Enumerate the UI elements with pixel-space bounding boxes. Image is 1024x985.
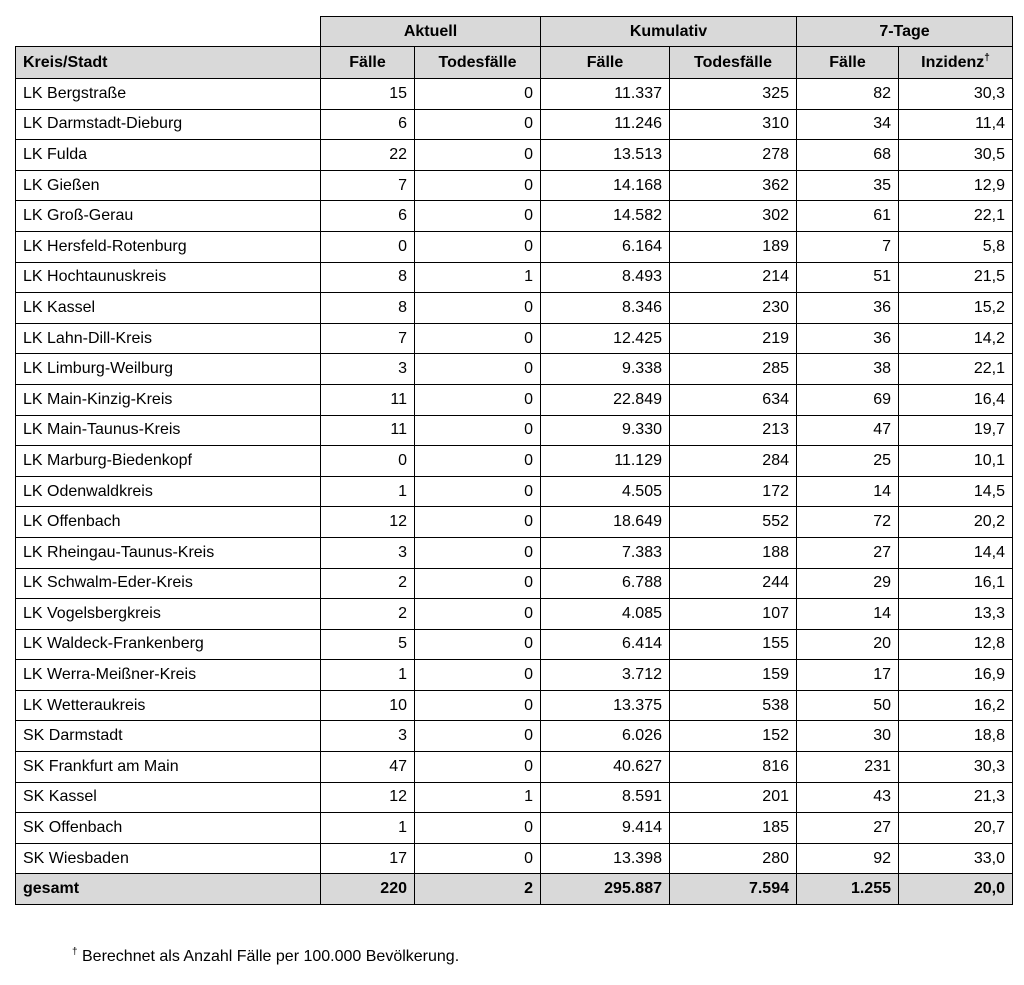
cell-aktuell-faelle: 8 xyxy=(321,293,415,324)
cell-aktuell-faelle: 11 xyxy=(321,384,415,415)
cell-kumulativ-todesfaelle: 634 xyxy=(670,384,797,415)
table-row xyxy=(16,323,1013,354)
cell-kumulativ-todesfaelle: 285 xyxy=(670,354,797,385)
cell-aktuell-faelle: 3 xyxy=(321,537,415,568)
cell-aktuell-todesfaelle: 2 xyxy=(415,874,541,905)
cell-kumulativ-todesfaelle: 152 xyxy=(670,721,797,752)
cell-kumulativ-todesfaelle: 280 xyxy=(670,843,797,874)
table-row xyxy=(16,813,1013,844)
column-header-7tage-faelle: Fälle xyxy=(797,47,899,79)
cell-7tage-faelle: 1.255 xyxy=(797,874,899,905)
cell-kumulativ-faelle: 13.398 xyxy=(541,843,670,874)
cell-kreis: SK Frankfurt am Main xyxy=(16,752,321,783)
footnote-marker: † xyxy=(72,946,78,958)
cell-aktuell-faelle: 0 xyxy=(321,446,415,477)
cell-aktuell-todesfaelle: 1 xyxy=(415,262,541,293)
cell-aktuell-todesfaelle: 0 xyxy=(415,721,541,752)
cell-kreis: LK Hochtaunuskreis xyxy=(16,262,321,293)
cell-kumulativ-todesfaelle: 362 xyxy=(670,170,797,201)
cell-aktuell-todesfaelle: 0 xyxy=(415,323,541,354)
cell-7tage-faelle: 36 xyxy=(797,293,899,324)
cell-inzidenz: 13,3 xyxy=(899,599,1013,630)
group-header-aktuell: Aktuell xyxy=(321,17,541,47)
cell-aktuell-faelle: 6 xyxy=(321,109,415,140)
cell-kumulativ-todesfaelle: 284 xyxy=(670,446,797,477)
total-row xyxy=(16,874,1013,905)
cell-kumulativ-todesfaelle: 213 xyxy=(670,415,797,446)
cell-7tage-faelle: 68 xyxy=(797,140,899,171)
cell-kreis: LK Wetteraukreis xyxy=(16,690,321,721)
cell-7tage-faelle: 61 xyxy=(797,201,899,232)
cell-inzidenz: 14,4 xyxy=(899,537,1013,568)
table-row xyxy=(16,170,1013,201)
cell-7tage-faelle: 69 xyxy=(797,384,899,415)
table-row xyxy=(16,629,1013,660)
cell-aktuell-faelle: 1 xyxy=(321,660,415,691)
table-row xyxy=(16,660,1013,691)
cell-aktuell-faelle: 3 xyxy=(321,354,415,385)
cell-aktuell-faelle: 7 xyxy=(321,323,415,354)
cell-kumulativ-todesfaelle: 278 xyxy=(670,140,797,171)
cell-kumulativ-todesfaelle: 7.594 xyxy=(670,874,797,905)
cell-aktuell-faelle: 8 xyxy=(321,262,415,293)
blank-corner xyxy=(16,17,321,47)
footnote-text: Berechnet als Anzahl Fälle per 100.000 Bevölkerung. xyxy=(77,948,460,965)
cell-inzidenz: 14,2 xyxy=(899,323,1013,354)
table-row xyxy=(16,109,1013,140)
cell-kumulativ-faelle: 11.337 xyxy=(541,79,670,110)
cell-7tage-faelle: 50 xyxy=(797,690,899,721)
cell-kumulativ-faelle: 7.383 xyxy=(541,537,670,568)
cell-inzidenz: 16,4 xyxy=(899,384,1013,415)
cell-kumulativ-faelle: 9.338 xyxy=(541,354,670,385)
cell-kreis: LK Hersfeld-Rotenburg xyxy=(16,231,321,262)
table-row xyxy=(16,231,1013,262)
table-row xyxy=(16,568,1013,599)
cell-kumulativ-todesfaelle: 302 xyxy=(670,201,797,232)
table-row xyxy=(16,415,1013,446)
cell-inzidenz: 11,4 xyxy=(899,109,1013,140)
cell-aktuell-todesfaelle: 0 xyxy=(415,690,541,721)
column-header-inzidenz xyxy=(899,47,1013,79)
cell-kumulativ-faelle: 6.164 xyxy=(541,231,670,262)
cell-7tage-faelle: 231 xyxy=(797,752,899,783)
cell-7tage-faelle: 17 xyxy=(797,660,899,691)
cell-kumulativ-faelle: 9.330 xyxy=(541,415,670,446)
cell-7tage-faelle: 51 xyxy=(797,262,899,293)
cell-kreis: LK Main-Kinzig-Kreis xyxy=(16,384,321,415)
cell-kreis: SK Darmstadt xyxy=(16,721,321,752)
cell-inzidenz: 19,7 xyxy=(899,415,1013,446)
cell-inzidenz: 16,2 xyxy=(899,690,1013,721)
group-header-7-tage: 7-Tage xyxy=(797,17,1013,47)
cell-inzidenz: 33,0 xyxy=(899,843,1013,874)
cell-kumulativ-todesfaelle: 172 xyxy=(670,476,797,507)
cell-kumulativ-todesfaelle: 244 xyxy=(670,568,797,599)
cell-kumulativ-faelle: 295.887 xyxy=(541,874,670,905)
cell-kumulativ-faelle: 13.513 xyxy=(541,140,670,171)
cell-kumulativ-faelle: 6.026 xyxy=(541,721,670,752)
cell-7tage-faelle: 7 xyxy=(797,231,899,262)
cell-aktuell-todesfaelle: 0 xyxy=(415,507,541,538)
cell-kumulativ-faelle: 13.375 xyxy=(541,690,670,721)
cell-aktuell-faelle: 2 xyxy=(321,568,415,599)
cell-inzidenz: 22,1 xyxy=(899,201,1013,232)
cell-inzidenz: 16,9 xyxy=(899,660,1013,691)
table-row xyxy=(16,690,1013,721)
cell-kumulativ-faelle: 8.346 xyxy=(541,293,670,324)
cell-kumulativ-faelle: 12.425 xyxy=(541,323,670,354)
cell-aktuell-faelle: 22 xyxy=(321,140,415,171)
column-header-kumulativ-faelle: Fälle xyxy=(541,47,670,79)
cell-kumulativ-todesfaelle: 230 xyxy=(670,293,797,324)
cell-kreis: LK Darmstadt-Dieburg xyxy=(16,109,321,140)
cell-aktuell-todesfaelle: 0 xyxy=(415,293,541,324)
cell-kumulativ-todesfaelle: 552 xyxy=(670,507,797,538)
cell-aktuell-faelle: 15 xyxy=(321,79,415,110)
cell-kreis: gesamt xyxy=(16,874,321,905)
cell-kumulativ-todesfaelle: 159 xyxy=(670,660,797,691)
cell-aktuell-faelle: 5 xyxy=(321,629,415,660)
table-row xyxy=(16,843,1013,874)
cell-kumulativ-todesfaelle: 188 xyxy=(670,537,797,568)
cell-aktuell-todesfaelle: 0 xyxy=(415,201,541,232)
cell-7tage-faelle: 35 xyxy=(797,170,899,201)
cell-kumulativ-faelle: 4.505 xyxy=(541,476,670,507)
cell-inzidenz: 20,7 xyxy=(899,813,1013,844)
cell-kumulativ-faelle: 8.591 xyxy=(541,782,670,813)
cell-inzidenz: 16,1 xyxy=(899,568,1013,599)
cell-aktuell-faelle: 3 xyxy=(321,721,415,752)
cell-7tage-faelle: 29 xyxy=(797,568,899,599)
cell-kumulativ-todesfaelle: 185 xyxy=(670,813,797,844)
column-header-aktuell-faelle: Fälle xyxy=(321,47,415,79)
cell-inzidenz: 12,8 xyxy=(899,629,1013,660)
cell-inzidenz: 20,2 xyxy=(899,507,1013,538)
cell-kumulativ-todesfaelle: 538 xyxy=(670,690,797,721)
cell-kumulativ-faelle: 8.493 xyxy=(541,262,670,293)
cell-aktuell-todesfaelle: 0 xyxy=(415,568,541,599)
cell-aktuell-todesfaelle: 0 xyxy=(415,231,541,262)
cell-7tage-faelle: 36 xyxy=(797,323,899,354)
cell-inzidenz: 21,5 xyxy=(899,262,1013,293)
cell-7tage-faelle: 14 xyxy=(797,599,899,630)
table-row xyxy=(16,752,1013,783)
cell-kreis: LK Main-Taunus-Kreis xyxy=(16,415,321,446)
cell-7tage-faelle: 92 xyxy=(797,843,899,874)
cell-kreis: LK Offenbach xyxy=(16,507,321,538)
table-row xyxy=(16,293,1013,324)
cell-kumulativ-faelle: 18.649 xyxy=(541,507,670,538)
cell-7tage-faelle: 27 xyxy=(797,813,899,844)
group-header-row xyxy=(16,17,1013,47)
cell-7tage-faelle: 47 xyxy=(797,415,899,446)
cell-kumulativ-faelle: 6.414 xyxy=(541,629,670,660)
group-header-kumulativ: Kumulativ xyxy=(541,17,797,47)
cell-kumulativ-faelle: 14.582 xyxy=(541,201,670,232)
table-row xyxy=(16,384,1013,415)
cell-aktuell-todesfaelle: 0 xyxy=(415,660,541,691)
cell-kreis: LK Odenwaldkreis xyxy=(16,476,321,507)
cell-inzidenz: 22,1 xyxy=(899,354,1013,385)
cell-kreis: LK Fulda xyxy=(16,140,321,171)
cell-aktuell-faelle: 17 xyxy=(321,843,415,874)
cell-kumulativ-todesfaelle: 214 xyxy=(670,262,797,293)
cell-kreis: LK Gießen xyxy=(16,170,321,201)
cell-kreis: LK Marburg-Biedenkopf xyxy=(16,446,321,477)
cell-aktuell-faelle: 1 xyxy=(321,813,415,844)
cell-inzidenz: 5,8 xyxy=(899,231,1013,262)
table-row xyxy=(16,782,1013,813)
cell-kreis: SK Offenbach xyxy=(16,813,321,844)
table-row xyxy=(16,262,1013,293)
cell-kreis: LK Limburg-Weilburg xyxy=(16,354,321,385)
cell-7tage-faelle: 72 xyxy=(797,507,899,538)
column-header-row xyxy=(16,47,1013,79)
cell-aktuell-todesfaelle: 0 xyxy=(415,813,541,844)
cell-aktuell-faelle: 47 xyxy=(321,752,415,783)
cell-kumulativ-todesfaelle: 325 xyxy=(670,79,797,110)
cell-aktuell-faelle: 0 xyxy=(321,231,415,262)
cell-aktuell-todesfaelle: 0 xyxy=(415,476,541,507)
cell-7tage-faelle: 25 xyxy=(797,446,899,477)
cell-aktuell-faelle: 6 xyxy=(321,201,415,232)
cell-7tage-faelle: 14 xyxy=(797,476,899,507)
cell-kumulativ-faelle: 4.085 xyxy=(541,599,670,630)
cell-inzidenz: 21,3 xyxy=(899,782,1013,813)
inzidenz-footnote-marker: † xyxy=(984,52,990,64)
table-row xyxy=(16,507,1013,538)
cell-7tage-faelle: 43 xyxy=(797,782,899,813)
cell-kumulativ-todesfaelle: 189 xyxy=(670,231,797,262)
cell-kumulativ-faelle: 22.849 xyxy=(541,384,670,415)
cell-aktuell-todesfaelle: 0 xyxy=(415,140,541,171)
incidence-table xyxy=(15,16,1013,905)
cell-kreis: SK Wiesbaden xyxy=(16,843,321,874)
cell-inzidenz: 20,0 xyxy=(899,874,1013,905)
inzidenz-label: Inzidenz xyxy=(921,53,985,71)
cell-inzidenz: 30,5 xyxy=(899,140,1013,171)
table-row xyxy=(16,476,1013,507)
cell-kumulativ-todesfaelle: 107 xyxy=(670,599,797,630)
table-row xyxy=(16,201,1013,232)
table-body xyxy=(16,79,1013,905)
cell-aktuell-todesfaelle: 1 xyxy=(415,782,541,813)
cell-aktuell-todesfaelle: 0 xyxy=(415,170,541,201)
cell-kumulativ-todesfaelle: 219 xyxy=(670,323,797,354)
cell-inzidenz: 30,3 xyxy=(899,79,1013,110)
cell-kreis: LK Kassel xyxy=(16,293,321,324)
cell-aktuell-todesfaelle: 0 xyxy=(415,354,541,385)
cell-7tage-faelle: 20 xyxy=(797,629,899,660)
table-row xyxy=(16,599,1013,630)
cell-aktuell-todesfaelle: 0 xyxy=(415,599,541,630)
cell-aktuell-todesfaelle: 0 xyxy=(415,752,541,783)
cell-kumulativ-todesfaelle: 816 xyxy=(670,752,797,783)
table-row xyxy=(16,79,1013,110)
cell-kumulativ-faelle: 9.414 xyxy=(541,813,670,844)
cell-inzidenz: 18,8 xyxy=(899,721,1013,752)
cell-aktuell-todesfaelle: 0 xyxy=(415,446,541,477)
cell-7tage-faelle: 27 xyxy=(797,537,899,568)
cell-kreis: LK Schwalm-Eder-Kreis xyxy=(16,568,321,599)
cell-aktuell-todesfaelle: 0 xyxy=(415,109,541,140)
table-row xyxy=(16,354,1013,385)
cell-kreis: LK Lahn-Dill-Kreis xyxy=(16,323,321,354)
cell-kumulativ-todesfaelle: 201 xyxy=(670,782,797,813)
cell-aktuell-faelle: 10 xyxy=(321,690,415,721)
cell-7tage-faelle: 34 xyxy=(797,109,899,140)
cell-inzidenz: 10,1 xyxy=(899,446,1013,477)
cell-kreis: LK Groß-Gerau xyxy=(16,201,321,232)
cell-inzidenz: 30,3 xyxy=(899,752,1013,783)
cell-aktuell-todesfaelle: 0 xyxy=(415,537,541,568)
column-header-aktuell-todesfaelle: Todesfälle xyxy=(415,47,541,79)
cell-aktuell-faelle: 2 xyxy=(321,599,415,630)
cell-kumulativ-todesfaelle: 310 xyxy=(670,109,797,140)
cell-aktuell-todesfaelle: 0 xyxy=(415,79,541,110)
cell-aktuell-faelle: 7 xyxy=(321,170,415,201)
cell-kreis: LK Waldeck-Frankenberg xyxy=(16,629,321,660)
cell-kumulativ-faelle: 6.788 xyxy=(541,568,670,599)
cell-7tage-faelle: 30 xyxy=(797,721,899,752)
column-header-kreis: Kreis/Stadt xyxy=(16,47,321,79)
cell-kumulativ-faelle: 14.168 xyxy=(541,170,670,201)
cell-aktuell-faelle: 11 xyxy=(321,415,415,446)
cell-kreis: LK Werra-Meißner-Kreis xyxy=(16,660,321,691)
cell-inzidenz: 12,9 xyxy=(899,170,1013,201)
cell-kumulativ-faelle: 40.627 xyxy=(541,752,670,783)
footnote xyxy=(72,948,459,966)
table-row xyxy=(16,537,1013,568)
cell-7tage-faelle: 82 xyxy=(797,79,899,110)
cell-kumulativ-faelle: 3.712 xyxy=(541,660,670,691)
cell-kumulativ-todesfaelle: 155 xyxy=(670,629,797,660)
cell-aktuell-faelle: 12 xyxy=(321,782,415,813)
cell-7tage-faelle: 38 xyxy=(797,354,899,385)
cell-aktuell-faelle: 220 xyxy=(321,874,415,905)
column-header-kumulativ-todesfaelle: Todesfälle xyxy=(670,47,797,79)
table-row xyxy=(16,140,1013,171)
table-row xyxy=(16,446,1013,477)
cell-aktuell-todesfaelle: 0 xyxy=(415,384,541,415)
table-row xyxy=(16,721,1013,752)
cell-aktuell-todesfaelle: 0 xyxy=(415,629,541,660)
cell-aktuell-faelle: 1 xyxy=(321,476,415,507)
cell-aktuell-faelle: 12 xyxy=(321,507,415,538)
cell-kreis: LK Rheingau-Taunus-Kreis xyxy=(16,537,321,568)
cell-aktuell-todesfaelle: 0 xyxy=(415,843,541,874)
cell-kreis: SK Kassel xyxy=(16,782,321,813)
cell-inzidenz: 15,2 xyxy=(899,293,1013,324)
cell-kumulativ-faelle: 11.246 xyxy=(541,109,670,140)
cell-kumulativ-faelle: 11.129 xyxy=(541,446,670,477)
cell-inzidenz: 14,5 xyxy=(899,476,1013,507)
cell-kreis: LK Bergstraße xyxy=(16,79,321,110)
cell-kreis: LK Vogelsbergkreis xyxy=(16,599,321,630)
cell-aktuell-todesfaelle: 0 xyxy=(415,415,541,446)
